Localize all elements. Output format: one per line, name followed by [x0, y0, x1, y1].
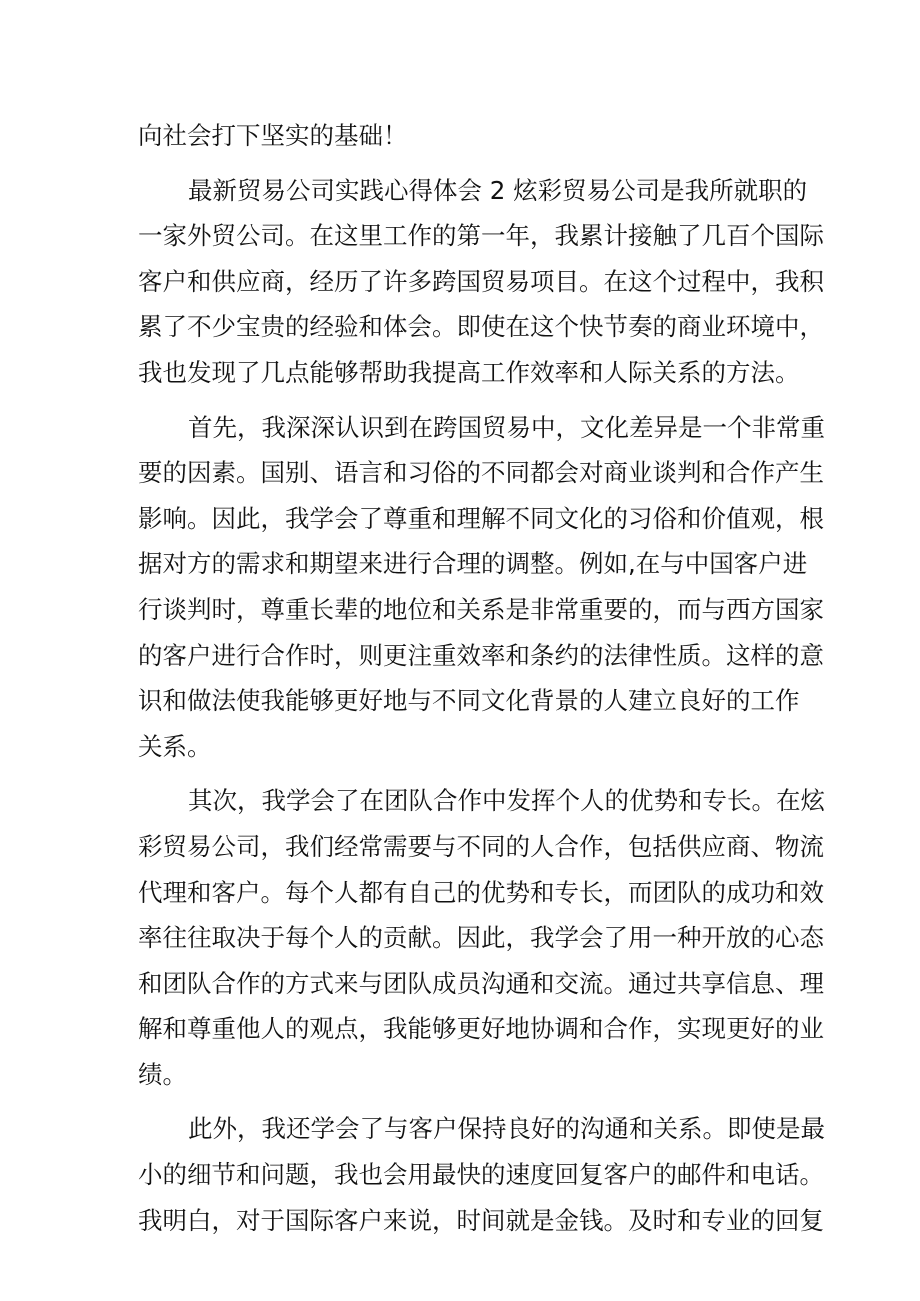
paragraph-intro [138, 168, 824, 396]
text-line: 的客户进行合作时，则更注重效率和条约的法律性质。这样的意 [138, 640, 824, 670]
text-line: 率往往取决于每个人的贡献。因此，我学会了用一种开放的心态 [138, 923, 824, 953]
text-line: 客户和供应商，经历了许多跨国贸易项目。在这个过程中，我积 [138, 266, 824, 296]
text-line: 其次，我学会了在团队合作中发挥个人的优势和专长。在炫 [188, 786, 825, 816]
text-line: 累了不少宝贵的经验和体会。即使在这个快节奏的商业环境中， [138, 312, 824, 342]
body-text [138, 113, 825, 1243]
text-line: 我也发现了几点能够帮助我提高工作效率和人际关系的方法。 [138, 357, 800, 387]
text-line: 据对方的需求和期望来进行合理的调整。例如,在与中国客户进 [138, 549, 808, 579]
paragraph-culture [138, 405, 825, 770]
text-line: 识和做法使我能够更好地与不同文化背景的人建立良好的工作 [138, 686, 800, 716]
text-line: 一家外贸公司。在这里工作的第一年，我累计接触了几百个国际 [138, 221, 824, 251]
text-line: 行谈判时，尊重长辈的地位和关系是非常重要的，而与西方国家 [138, 594, 824, 624]
text-line: 解和尊重他人的观点，我能够更好地协调和合作，实现更好的业 [138, 1014, 824, 1044]
text-line: 关系。 [138, 731, 212, 761]
text-line: 向社会打下坚实的基础！ [138, 121, 408, 150]
text-line: 最新贸易公司实践心得体会 2 炫彩贸易公司是我所就职的 [188, 175, 808, 205]
text-line: 要的因素。国别、语言和习俗的不同都会对商业谈判和合作产生 [138, 458, 824, 488]
text-line: 代理和客户。每个人都有自己的优势和专长，而团队的成功和效 [138, 877, 824, 907]
text-line: 小的细节和问题，我也会用最快的速度回复客户的邮件和电话。 [138, 1160, 824, 1190]
text-line: 首先，我深深认识到在跨国贸易中，文化差异是一个非常重 [188, 412, 825, 442]
paragraph-teamwork [138, 778, 825, 1097]
paragraph-continuation [138, 113, 788, 159]
text-line: 绩。 [138, 1059, 187, 1089]
text-line: 此外，我还学会了与客户保持良好的沟通和关系。即使是最 [188, 1114, 825, 1144]
text-line: 彩贸易公司，我们经常需要与不同的人合作，包括供应商、物流 [138, 831, 824, 861]
text-line: 影响。因此，我学会了尊重和理解不同文化的习俗和价值观，根 [138, 503, 824, 533]
text-line: 我明白，对于国际客户来说，时间就是金钱。及时和专业的回复 [138, 1205, 824, 1235]
paragraph-communication [138, 1106, 825, 1243]
text-line: 和团队合作的方式来与团队成员沟通和交流。通过共享信息、理 [138, 968, 824, 998]
